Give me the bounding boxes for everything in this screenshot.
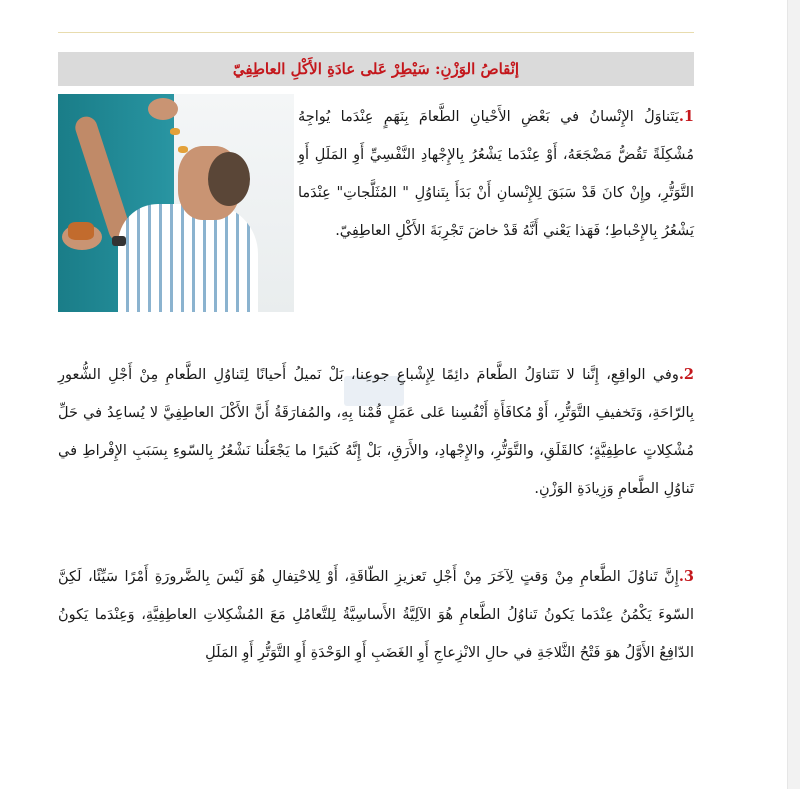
paragraph-text: وفي الواقِعِ، إِنَّنا لا نَتَناوَلُ الطَّعامَ دائِمًا لِإِشْباعِ جوعِنا، بَلْ نَميلُ أَحيانًا لِتَناوُلِ الطَّعامِ مِنْ أَجْلِ الشُّعورِ بِالرّاحَةِ، وَتَخفيفِ التَّوَتُّرِ، أَوْ مُكافَأَةِ أَنْفُسِنا عَلى عَمَلٍ قُمْنا بِهِ، والمُفارَقَةُ أَنَّ الأَكْلَ العاطِفِيَّ لا يُساعِدُ في حَلِّ مُشْكِلاتٍ عاطِفِيَّةٍ؛ كالقَلَقِ، والتَّوَتُّرِ، والإِجْهادِ، والأَرَقِ، بَلْ إِنَّهُ كَثيرًا ما يَجْعَلُنا نَشْعُرُ بِالسّوءِ بِسَبَبِ الإِفْراطِ في تَناوُلِ الطَّعامِ وَزِيادَةِ الوَزْنِ.	[58, 367, 694, 497]
paragraph-number: 3.	[678, 568, 694, 585]
photo-chips-bag	[68, 222, 94, 240]
document-page	[44, 18, 700, 708]
paragraph-3	[58, 558, 694, 672]
paragraph-text: إِنَّ تَناوُلَ الطَّعامِ مِنْ وَقتٍ لِآخَرَ مِنْ أَجْلِ تَعزيزِ الطّاقَةِ، أَوْ لِلاحْتِفالِ هُوَ لَيْسَ بِالضَّرورَةِ أَمْرًا سَيِّئًا، لَكِنَّ السّوءَ يَكْمُنُ عِنْدَما يَكونُ تَناوُلُ الطَّعامِ هُوَ الآلِيَّةُ الأَساسِيَّةُ لِلتَّعامُلِ مَعَ المُشْكِلاتِ العاطِفِيَّةِ، وَعِنْدَما يَكونُ الدّافِعُ الأَوَّلُ هوَ فَتْحُ الثَّلاجَةِ في حالِ الانْزِعاجِ أَوِ الغَضَبِ أَوِ الوَحْدَةِ أَوِ التَّوَتُّرِ أَوِ المَلَلِ	[58, 569, 694, 661]
man-eating-chips-photo	[58, 94, 294, 312]
window-scrollbar[interactable]	[787, 0, 800, 789]
paragraph-1	[298, 98, 694, 250]
paragraph-number: 1.	[678, 108, 694, 125]
paragraph-text: يَتَناوَلُ الإِنْسانُ في بَعْضِ الأَحْيانِ الطَّعامَ بِنَهَمٍ عِنْدَما يُواجِهُ مُشْكِلَةً تَقُضُّ مَضْجَعَهُ، أَوْ عِنْدَما يَشْعُرُ بِالإِجْهادِ النَّفْسِيِّ أَوِ المَلَلِ أَوِ التَّوَتُّرِ، وإِنْ كانَ قَدْ سَبَقَ لِلإِنْسانِ أَنْ بَدَأَ بِتَناوُلِ " المُثَلَّجاتِ" عِنْدَما يَشْعُرُ بِالإِحْباطِ؛ فَهَذا يَعْني أَنَّهُ قَدْ خاضَ تَجْرِبَةَ الأَكْلِ العاطِفِيّ.	[298, 109, 694, 239]
photo-hair	[208, 152, 250, 206]
top-divider	[58, 32, 694, 33]
paragraph-number: 2.	[678, 366, 694, 383]
photo-hand	[148, 98, 178, 120]
photo-shirt	[118, 204, 258, 312]
photo-watch	[112, 236, 126, 246]
paragraph-2	[58, 356, 694, 508]
photo-chip	[170, 128, 180, 135]
title-bar	[58, 52, 694, 86]
page-title: إنْقاصُ الوَزْنِ: سَيْطِرْ عَلى عادَةِ الأَكْلِ العاطِفِيّ	[232, 60, 520, 78]
